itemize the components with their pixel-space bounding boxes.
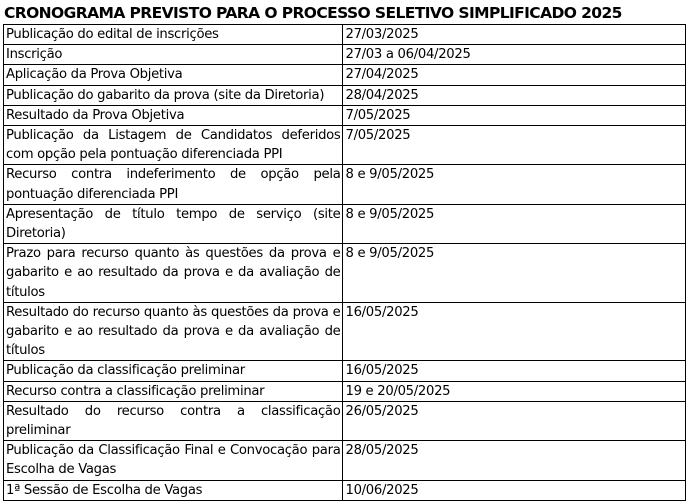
date-cell: 28/05/2025 xyxy=(343,441,686,480)
date-cell: 8 e 9/05/2025 xyxy=(343,204,686,243)
document-title: CRONOGRAMA PREVISTO PARA O PROCESSO SELETIVO SIMPLIFICADO 2025 xyxy=(4,4,622,22)
event-cell: Publicação do gabarito da prova (site da Diretoria) xyxy=(4,85,343,105)
event-cell: Resultado do recurso quanto às questões da prova e gabarito e ao resultado da prova e da avaliação de títulos xyxy=(4,302,343,361)
table-row xyxy=(4,441,686,480)
table-row xyxy=(4,361,686,381)
event-cell: Inscrição xyxy=(4,45,343,65)
date-cell: 7/05/2025 xyxy=(343,126,686,165)
date-cell: 16/05/2025 xyxy=(343,302,686,361)
date-cell: 7/05/2025 xyxy=(343,105,686,125)
table-row xyxy=(4,105,686,125)
table-row xyxy=(4,381,686,401)
date-cell: 27/04/2025 xyxy=(343,65,686,85)
event-cell: Resultado da Prova Objetiva xyxy=(4,105,343,125)
table-row xyxy=(4,85,686,105)
event-cell: Prazo para recurso quanto às questões da prova e gabarito e ao resultado da prova e da avaliação de títulos xyxy=(4,244,343,303)
event-cell: Publicação da classificação preliminar xyxy=(4,361,343,381)
date-cell: 8 e 9/05/2025 xyxy=(343,244,686,303)
table-row xyxy=(4,25,686,45)
table-row xyxy=(4,65,686,85)
date-cell: 16/05/2025 xyxy=(343,361,686,381)
date-cell: 19 e 20/05/2025 xyxy=(343,381,686,401)
date-cell: 27/03 a 06/04/2025 xyxy=(343,45,686,65)
date-cell: 8 e 9/05/2025 xyxy=(343,165,686,204)
event-cell: Publicação do edital de inscrições xyxy=(4,25,343,45)
date-cell: 28/04/2025 xyxy=(343,85,686,105)
event-cell: Publicação da Listagem de Candidatos deferidos com opção pela pontuação diferenciada PPI xyxy=(4,126,343,165)
event-cell: Recurso contra indeferimento de opção pela pontuação diferenciada PPI xyxy=(4,165,343,204)
event-cell: Publicação da Classificação Final e Convocação para Escolha de Vagas xyxy=(4,441,343,480)
schedule-table xyxy=(3,24,686,501)
event-cell: Recurso contra a classificação preliminar xyxy=(4,381,343,401)
table-row xyxy=(4,126,686,165)
table-row xyxy=(4,45,686,65)
event-cell: 1ª Sessão de Escolha de Vagas xyxy=(4,480,343,500)
date-cell: 10/06/2025 xyxy=(343,480,686,500)
table-row xyxy=(4,480,686,500)
date-cell: 26/05/2025 xyxy=(343,401,686,440)
date-cell: 27/03/2025 xyxy=(343,25,686,45)
event-cell: Apresentação de título tempo de serviço (site Diretoria) xyxy=(4,204,343,243)
event-cell: Resultado do recurso contra a classificação preliminar xyxy=(4,401,343,440)
table-row xyxy=(4,244,686,303)
table-row xyxy=(4,401,686,440)
table-row xyxy=(4,204,686,243)
table-row xyxy=(4,165,686,204)
event-cell: Aplicação da Prova Objetiva xyxy=(4,65,343,85)
table-row xyxy=(4,302,686,361)
